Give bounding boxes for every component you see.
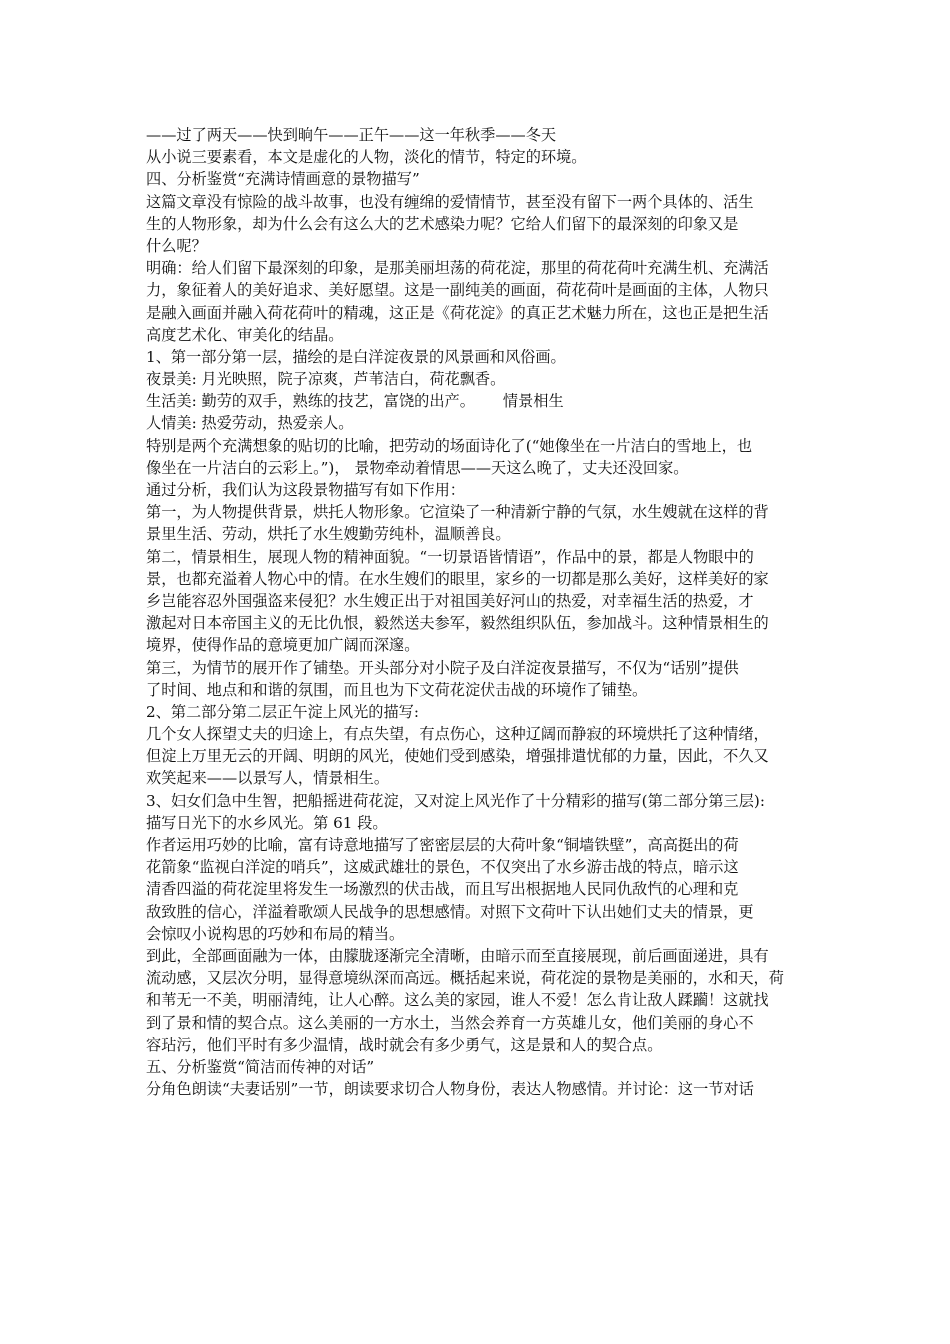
text-line-content: 2、第二部分第二层正午淀上风光的描写:	[146, 702, 419, 721]
text-line-content: 五、分析鉴赏“简洁而传神的对话”	[146, 1057, 375, 1076]
text-line	[146, 834, 808, 856]
text-line	[146, 634, 808, 656]
text-line-content: 力，象征着人的美好追求、美好愿望。这是一副纯美的画面，荷花荷叶是画面的主体，人物只	[146, 281, 769, 300]
text-line-content: 境界，使得作品的意境更加广阔而深邃。	[146, 636, 420, 655]
text-line	[146, 324, 808, 346]
text-line-content: 激起对日本帝国主义的无比仇恨，毅然送夫参军，毅然组织队伍，参加战斗。这种情景相生的	[146, 614, 769, 633]
text-line-content: 特别是两个充满想象的贴切的比喻，把劳动的场面诗化了(“她像坐在一片洁白的雪地上，也	[146, 436, 753, 455]
text-line-content: 描写日光下的水乡风光。第 61 段。	[146, 813, 388, 832]
text-line	[146, 368, 808, 390]
text-line	[146, 723, 808, 745]
text-line	[146, 790, 808, 812]
text-line	[146, 856, 808, 878]
text-line	[146, 191, 808, 213]
text-line-content: 生的人物形象，却为什么会有这么大的艺术感染力呢？它给人们留下的最深刻的印象又是	[146, 214, 739, 233]
text-line-content: 会惊叹小说构思的巧妙和布局的精当。	[146, 924, 405, 943]
text-line	[146, 435, 808, 457]
text-line	[146, 168, 808, 190]
text-line-content: 从小说三要素看，本文是虚化的人物，淡化的情节，特定的环境。	[146, 148, 587, 167]
text-line	[146, 257, 808, 279]
text-line	[146, 812, 808, 834]
text-line-content: 乡岂能容忍外国强盗来侵犯？水生嫂正出于对祖国美好河山的热爱，对幸福生活的热爱，才	[146, 591, 754, 610]
text-line	[146, 146, 808, 168]
text-line-content: 通过分析，我们认为这段景物描写有如下作用：	[146, 481, 465, 499]
text-line-content: 作者运用巧妙的比喻，富有诗意地描写了密密层层的大荷叶象“铜墙铁壁”，高高挺出的荷	[146, 836, 739, 854]
text-line	[146, 590, 808, 612]
text-line-content: 夜景美: 月光映照，院子凉爽，芦苇洁白，荷花飘香。	[146, 370, 506, 389]
text-line	[146, 501, 808, 523]
text-line-content: 但淀上万里无云的开阔、明朗的风光，使她们受到感染，增强排遣忧郁的力量，因此，不久又	[146, 747, 769, 766]
text-line-content: 这篇文章没有惊险的战斗故事，也没有缠绵的爱情情节，甚至没有留下一两个具体的、活生	[146, 192, 754, 211]
text-line-content: 高度艺术化、审美化的结晶。	[146, 325, 344, 344]
text-line-content: 是融入画面并融入荷花荷叶的精魂，这正是《荷花淀》的真正艺术魅力所在，这也正是把生活	[146, 303, 769, 322]
text-line-content: 分角色朗读“夫妻话别”一节，朗读要求切合人物身份，表达人物感情。并讨论：这一节对话	[146, 1080, 754, 1099]
text-line-content: 景里生活、劳动，烘托了水生嫂勤劳纯朴，温顺善良。	[146, 525, 511, 544]
text-line	[146, 279, 808, 301]
text-line	[146, 457, 808, 479]
text-line-content: 第三，为情节的展开作了铺垫。开头部分对小院子及白洋淀夜景描写，不仅为“话别”提供	[146, 658, 739, 677]
text-line-content: 欢笑起来——以景写人，情景相生。	[146, 769, 389, 788]
text-line-content: 明确：给人们留下最深刻的印象，是那美丽坦荡的荷花淀，那里的荷花荷叶充满生机、充满活	[146, 259, 769, 278]
text-line	[146, 412, 808, 434]
document-body	[146, 124, 808, 1100]
inline-note: 情景相生	[502, 392, 564, 411]
text-line-content: 敌致胜的信心，洋溢着歌颂人民战争的思想感情。对照下文荷叶下认出她们丈夫的情景，更	[146, 902, 754, 921]
text-line-content: 和苇无一不美，明丽清纯，让人心醉。这么美的家园，谁人不爱！怎么肯让敌人蹂躏！这就找	[146, 991, 769, 1010]
text-line	[146, 878, 808, 900]
text-line-content: 什么呢？	[146, 236, 207, 255]
text-line	[146, 568, 808, 590]
text-line	[146, 901, 808, 923]
text-line	[146, 124, 808, 146]
text-line	[146, 235, 808, 257]
text-line-content: 几个女人探望丈夫的归途上，有点失望，有点伤心，这种辽阔而静寂的环境烘托了这种情绪，	[146, 725, 769, 744]
text-line	[146, 745, 808, 767]
text-line	[146, 989, 808, 1011]
text-line-content: 到此，全部画面融为一体，由朦胧逐渐完全清晰，由暗示而至直接展现，前后画面递进，具有	[146, 946, 769, 965]
text-line	[146, 1034, 808, 1056]
text-line-content: 第一，为人物提供背景，烘托人物形象。它渲染了一种清新宁静的气氛，水生嫂就在这样的背	[146, 503, 769, 522]
text-line	[146, 612, 808, 634]
text-line-content: 到了景和情的契合点。这么美丽的一方水土，当然会养育一方英雄儿女，他们美丽的身心不	[146, 1013, 754, 1032]
text-line	[146, 1012, 808, 1034]
text-line-content: 3、妇女们急中生智，把船摇进荷花淀，又对淀上风光作了十分精彩的描写(第二部分第三层):	[146, 791, 765, 810]
text-line	[146, 213, 808, 235]
text-line-content: 流动感，又层次分明，显得意境纵深而高远。概括起来说，荷花淀的景物是美丽的，水和天，荷	[146, 969, 784, 988]
text-line	[146, 679, 808, 701]
text-line-content: ——过了两天——快到晌午——正午——这一年秋季——冬天	[146, 126, 557, 144]
text-line-content: 了时间、地点和和谐的氛围，而且也为下文荷花淀伏击战的环境作了铺垫。	[146, 680, 648, 699]
text-line	[146, 479, 808, 501]
text-line-content: 第二，情景相生，展现人物的精神面貌。“一切景语皆情语”，作品中的景，都是人物眼中的	[146, 547, 754, 566]
text-line-content: 人情美: 热爱劳动，热爱亲人。	[146, 414, 354, 433]
text-line-content: 四、分析鉴赏“充满诗情画意的景物描写”	[146, 170, 420, 189]
text-line	[146, 945, 808, 967]
text-line	[146, 767, 808, 789]
text-line	[146, 1078, 808, 1100]
text-line-content: 清香四溢的荷花淀里将发生一场激烈的伏击战，而且写出根据地人民同仇敌忾的心理和克	[146, 880, 739, 899]
text-line-content: 1、第一部分第一层，描绘的是白洋淀夜景的风景画和风俗画。	[146, 347, 566, 366]
text-line-content: 容玷污，他们平时有多少温情，战时就会有多少勇气，这是景和人的契合点。	[146, 1035, 663, 1054]
text-line-content: 景，也都充溢着人物心中的情。在水生嫂们的眼里，家乡的一切都是那么美好，这样美好的家	[146, 569, 769, 588]
text-line	[146, 657, 808, 679]
text-line	[146, 302, 808, 324]
text-line-content: 花箭象“监视白洋淀的哨兵”，这威武雄壮的景色，不仅突出了水乡游击战的特点，暗示这	[146, 858, 739, 877]
text-line-content: 像坐在一片洁白的云彩上。”)， 景物牵动着情思——天这么晚了，丈夫还没回家。	[146, 458, 689, 477]
text-line	[146, 346, 808, 368]
text-line	[146, 390, 808, 412]
text-line	[146, 546, 808, 568]
text-line	[146, 1056, 808, 1078]
text-line	[146, 923, 808, 945]
text-line	[146, 701, 808, 723]
text-line	[146, 967, 808, 989]
text-line	[146, 523, 808, 545]
text-line-content: 生活美: 勤劳的双手，熟练的技艺，富饶的出产。	[146, 392, 475, 411]
